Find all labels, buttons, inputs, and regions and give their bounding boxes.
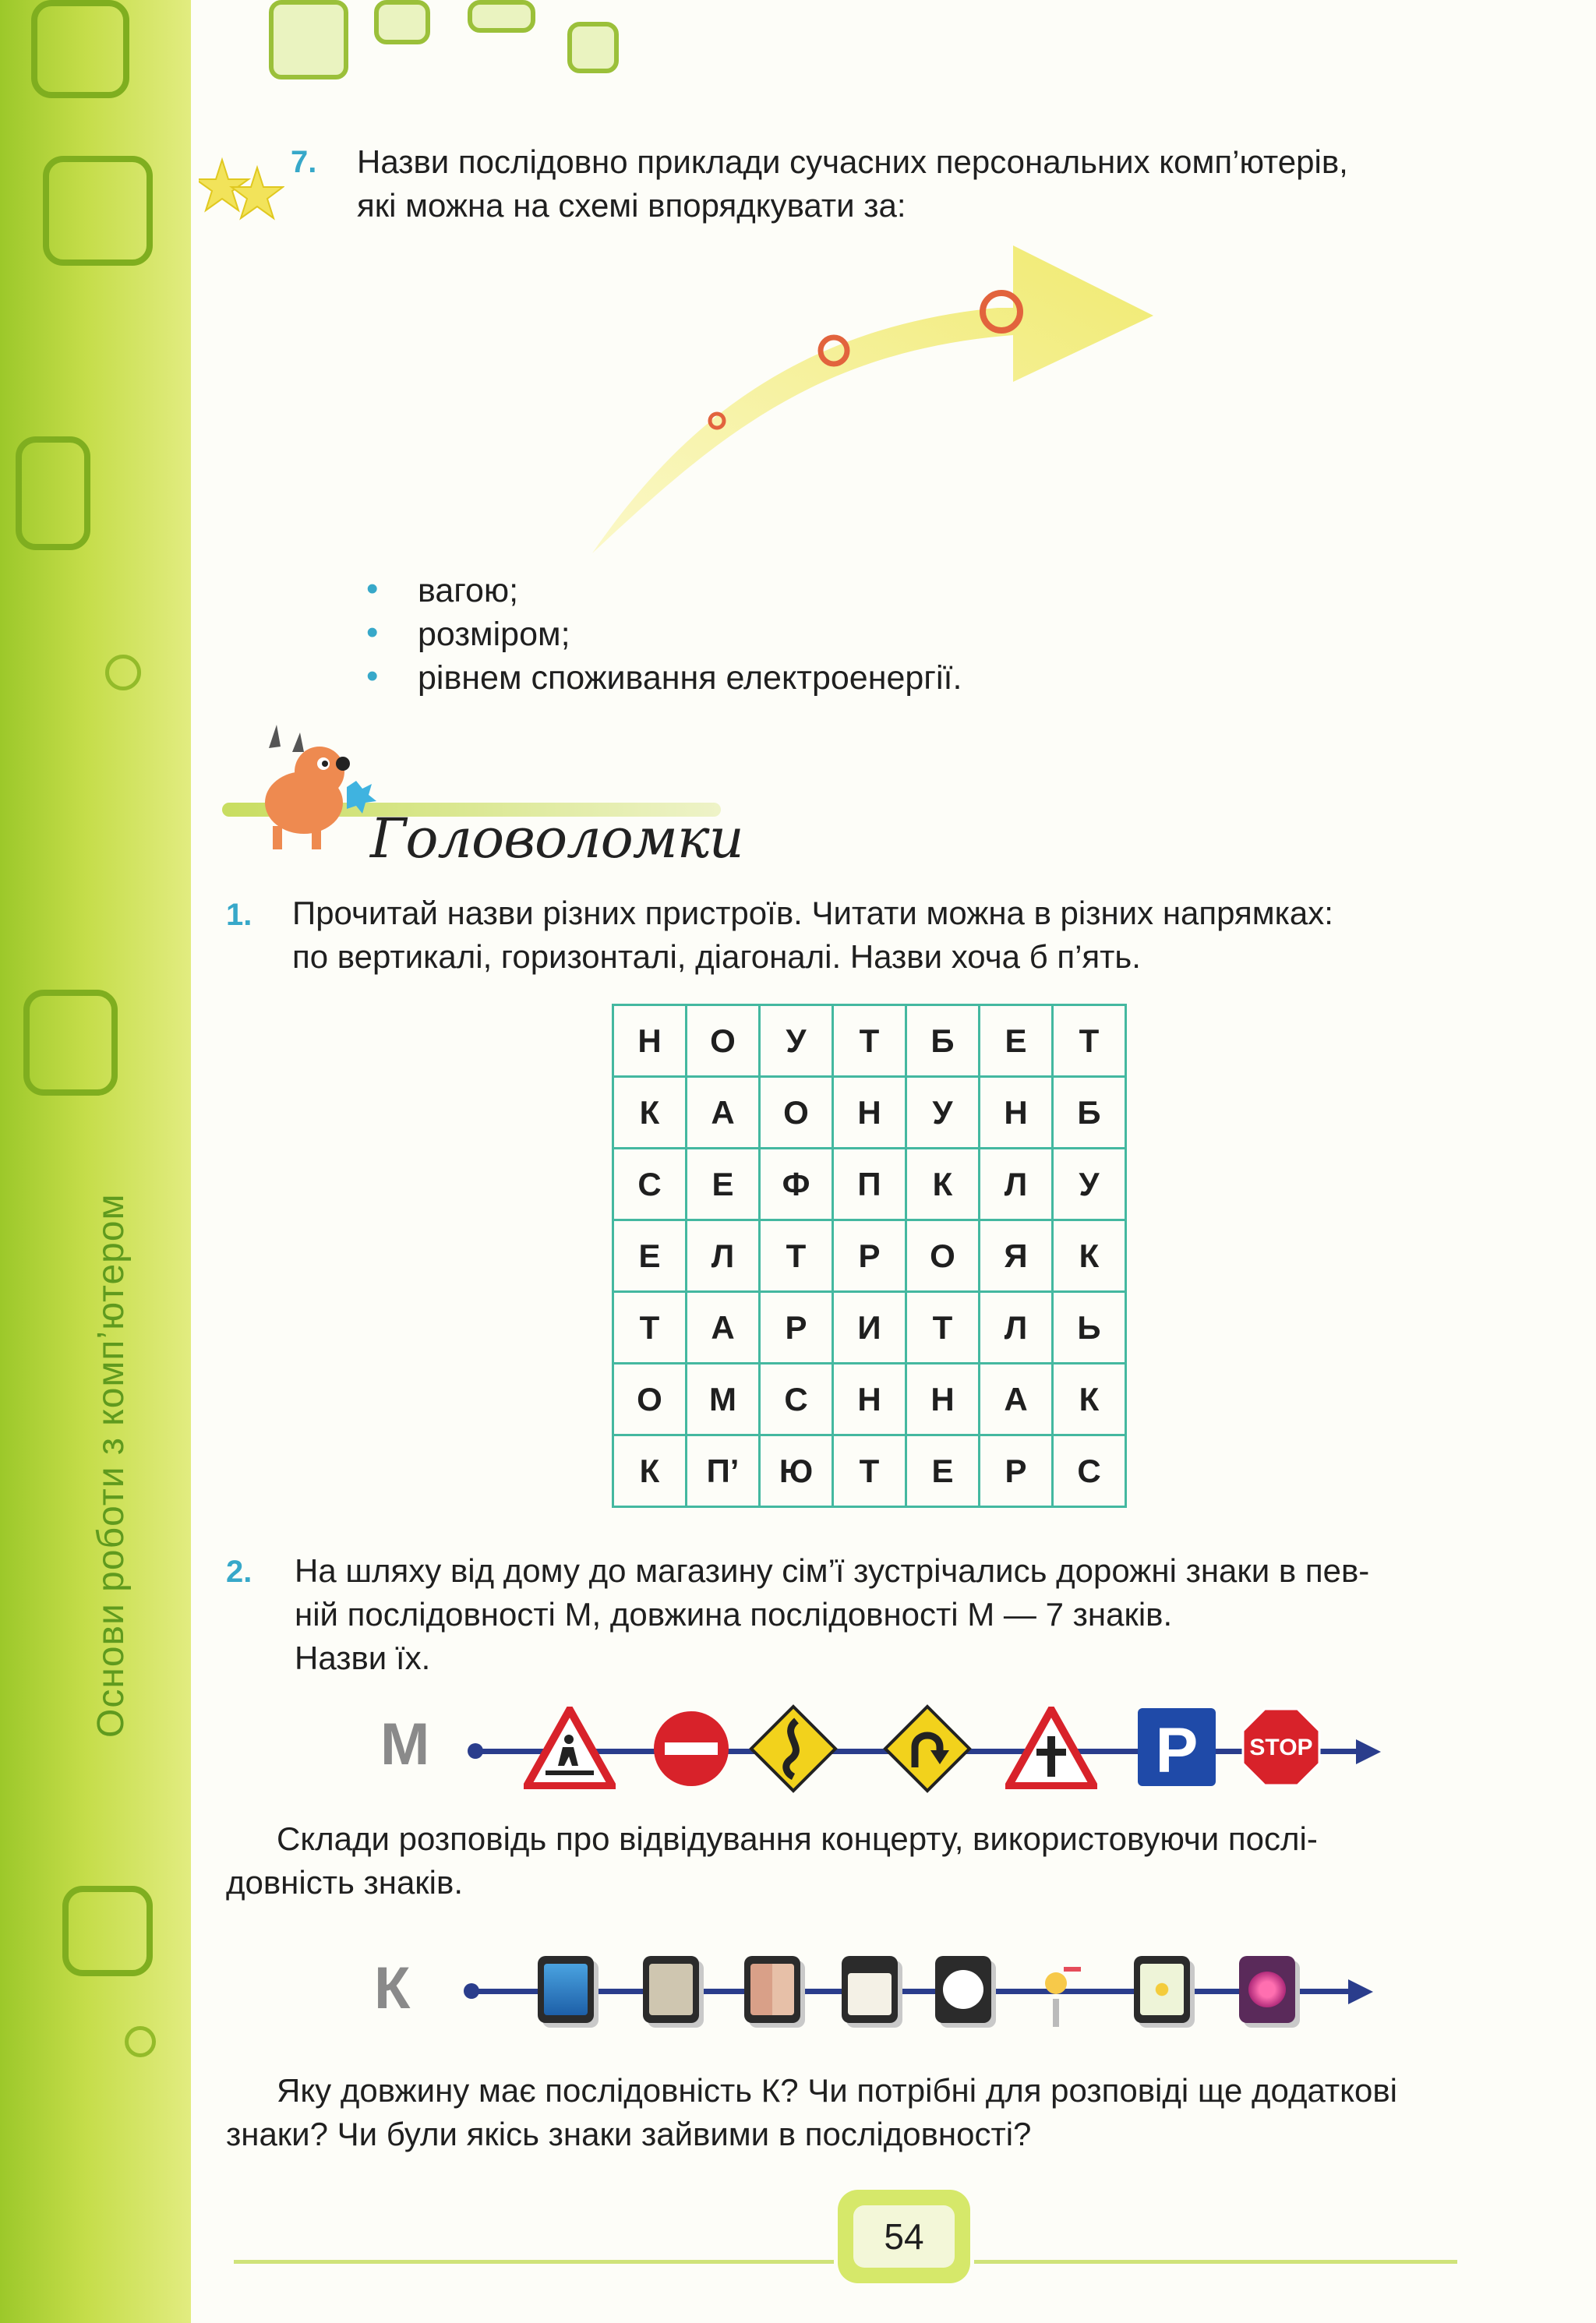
grid-cell: Т: [760, 1220, 833, 1292]
grid-cell: Т: [906, 1292, 980, 1364]
screen-icon: [538, 1956, 594, 2023]
sequence-line: [471, 1989, 1348, 1994]
decor-square: [468, 0, 535, 33]
chapter-title: Основи роботи з комп’ютером: [90, 1193, 132, 1738]
stop-sign-text: STOP: [1249, 1735, 1313, 1760]
page-number: 54: [853, 2205, 955, 2268]
turn-right-sign-icon: [882, 1703, 973, 1794]
grid-cell: У: [906, 1077, 980, 1149]
task-1-line: по вертикалі, горизонталі, діагоналі. Назви хоча б п’ять.: [292, 938, 1141, 975]
task-7-line: які можна на схемі впорядкувати за:: [357, 187, 906, 224]
grid-cell: П: [833, 1149, 906, 1220]
grid-cell: Е: [980, 1005, 1053, 1077]
decor-ring: [125, 2026, 156, 2057]
footer-trace: [974, 2260, 1457, 2264]
story-line: довність знаків.: [226, 1864, 463, 1901]
grid-cell: Н: [906, 1364, 980, 1435]
grid-cell: Ф: [760, 1149, 833, 1220]
decor-square: [62, 1886, 153, 1976]
grid-cell: У: [760, 1005, 833, 1077]
decor-square: [374, 0, 430, 44]
music-icon: [1239, 1956, 1295, 2023]
grid-cell: Н: [980, 1077, 1053, 1149]
grid-cell: П’: [687, 1435, 760, 1507]
section-title: Головоломки: [370, 807, 743, 870]
grid-cell: К: [1053, 1364, 1126, 1435]
grid-cell: К: [906, 1149, 980, 1220]
task-2-line: На шляху від дому до магазину сім’ї зустрічались дорожні знаки в пев-: [295, 1552, 1370, 1589]
difficulty-stars-icon: [199, 156, 284, 226]
criteria-item: • вагою;: [366, 569, 962, 613]
grid-cell: Р: [760, 1292, 833, 1364]
grid-row: [613, 1292, 1126, 1364]
decor-ring: [105, 655, 141, 690]
notes-icon: [842, 1956, 898, 2023]
grid-cell: С: [760, 1364, 833, 1435]
contacts-icon: [643, 1956, 699, 2023]
intersection-sign-icon: [1005, 1707, 1097, 1789]
grid-row: [613, 1149, 1126, 1220]
question-line: знаки? Чи були якісь знаки зайвими в послідовності?: [226, 2116, 1032, 2152]
decor-square: [43, 156, 153, 266]
weather-icon: [1025, 1952, 1095, 2030]
task-number: 7.: [291, 145, 317, 179]
grid-cell: М: [687, 1364, 760, 1435]
grid-cell: О: [760, 1077, 833, 1149]
clock-icon: [935, 1956, 991, 2023]
decor-square: [16, 436, 90, 550]
grid-cell: У: [1053, 1149, 1126, 1220]
grid-cell: Л: [980, 1292, 1053, 1364]
calculator-icon: [744, 1956, 800, 2023]
grid-cell: Ю: [760, 1435, 833, 1507]
grid-cell: О: [906, 1220, 980, 1292]
task-7-text: [357, 140, 1557, 228]
footer-trace: [234, 2260, 834, 2264]
grid-cell: К: [613, 1077, 687, 1149]
task-2-line: ній послідовності М, довжина послідовності М — 7 знаків.: [295, 1596, 1173, 1633]
grid-cell: Н: [613, 1005, 687, 1077]
task-2-text: [295, 1549, 1557, 1680]
no-entry-sign-icon: [651, 1708, 732, 1789]
grid-cell: А: [687, 1077, 760, 1149]
criteria-list: [366, 569, 962, 700]
task-1-text: [292, 891, 1539, 979]
task-number: 2.: [226, 1555, 252, 1589]
grid-cell: К: [613, 1435, 687, 1507]
grid-cell: К: [1053, 1220, 1126, 1292]
grid-cell: Н: [833, 1364, 906, 1435]
word-search-grid: [612, 1004, 1127, 1508]
grid-cell: Р: [833, 1220, 906, 1292]
question-text: [226, 2069, 1566, 2156]
stop-sign-icon: [1241, 1707, 1322, 1788]
grid-cell: Б: [1053, 1077, 1126, 1149]
criteria-item: • рівнем споживання електроенергії.: [366, 656, 962, 700]
grid-row: [613, 1005, 1126, 1077]
parking-sign-icon: [1136, 1707, 1217, 1788]
grid-row: [613, 1364, 1126, 1435]
grid-cell: Ь: [1053, 1292, 1126, 1364]
task-2-line: Назви їх.: [295, 1640, 431, 1676]
grid-cell: Т: [833, 1435, 906, 1507]
task-number: 1.: [226, 898, 252, 932]
decor-square: [269, 0, 348, 79]
grid-cell: Е: [906, 1435, 980, 1507]
grid-cell: О: [613, 1364, 687, 1435]
question-line: Яку довжину має послідовність К? Чи потрібні для розповіді ще додаткові: [277, 2072, 1397, 2109]
grid-cell: А: [980, 1364, 1053, 1435]
grid-cell: О: [687, 1005, 760, 1077]
side-decoration-band: [0, 0, 191, 2323]
grid-cell: Л: [687, 1220, 760, 1292]
decor-square: [31, 0, 129, 98]
task-7-line: Назви послідовно приклади сучасних персональних комп’ютерів,: [357, 143, 1348, 180]
sequence-arrow-icon: [1356, 1739, 1381, 1764]
grid-cell: С: [1053, 1435, 1126, 1507]
grid-row: [613, 1077, 1126, 1149]
sequence-m-label: М: [380, 1711, 430, 1778]
decor-square: [567, 22, 619, 73]
grid-cell: Т: [833, 1005, 906, 1077]
task-1-line: Прочитай назви різних пристроїв. Читати можна в різних напрямках:: [292, 895, 1333, 931]
ordering-arrow-diagram: [561, 234, 1185, 561]
grid-row: [613, 1435, 1126, 1507]
grid-cell: Б: [906, 1005, 980, 1077]
grid-cell: Т: [613, 1292, 687, 1364]
sequence-k-label: К: [374, 1955, 411, 2021]
grid-cell: Н: [833, 1077, 906, 1149]
story-text: [226, 1817, 1551, 1905]
pedestrian-crossing-sign-icon: [524, 1707, 616, 1789]
criteria-item: • розміром;: [366, 613, 962, 656]
sequence-arrow-icon: [1348, 1979, 1373, 2004]
grid-cell: А: [687, 1292, 760, 1364]
grid-cell: Е: [613, 1220, 687, 1292]
grid-cell: Р: [980, 1435, 1053, 1507]
grid-cell: Я: [980, 1220, 1053, 1292]
grid-cell: Е: [687, 1149, 760, 1220]
photo-icon: [1134, 1956, 1190, 2023]
grid-cell: И: [833, 1292, 906, 1364]
winding-road-sign-icon: [748, 1703, 839, 1794]
parking-sign-letter: P: [1155, 1715, 1199, 1786]
grid-cell: Т: [1053, 1005, 1126, 1077]
story-line: Склади розповідь про відвідування концерту, використовуючи послі-: [277, 1820, 1318, 1857]
grid-row: [613, 1220, 1126, 1292]
grid-cell: Л: [980, 1149, 1053, 1220]
grid-cell: С: [613, 1149, 687, 1220]
